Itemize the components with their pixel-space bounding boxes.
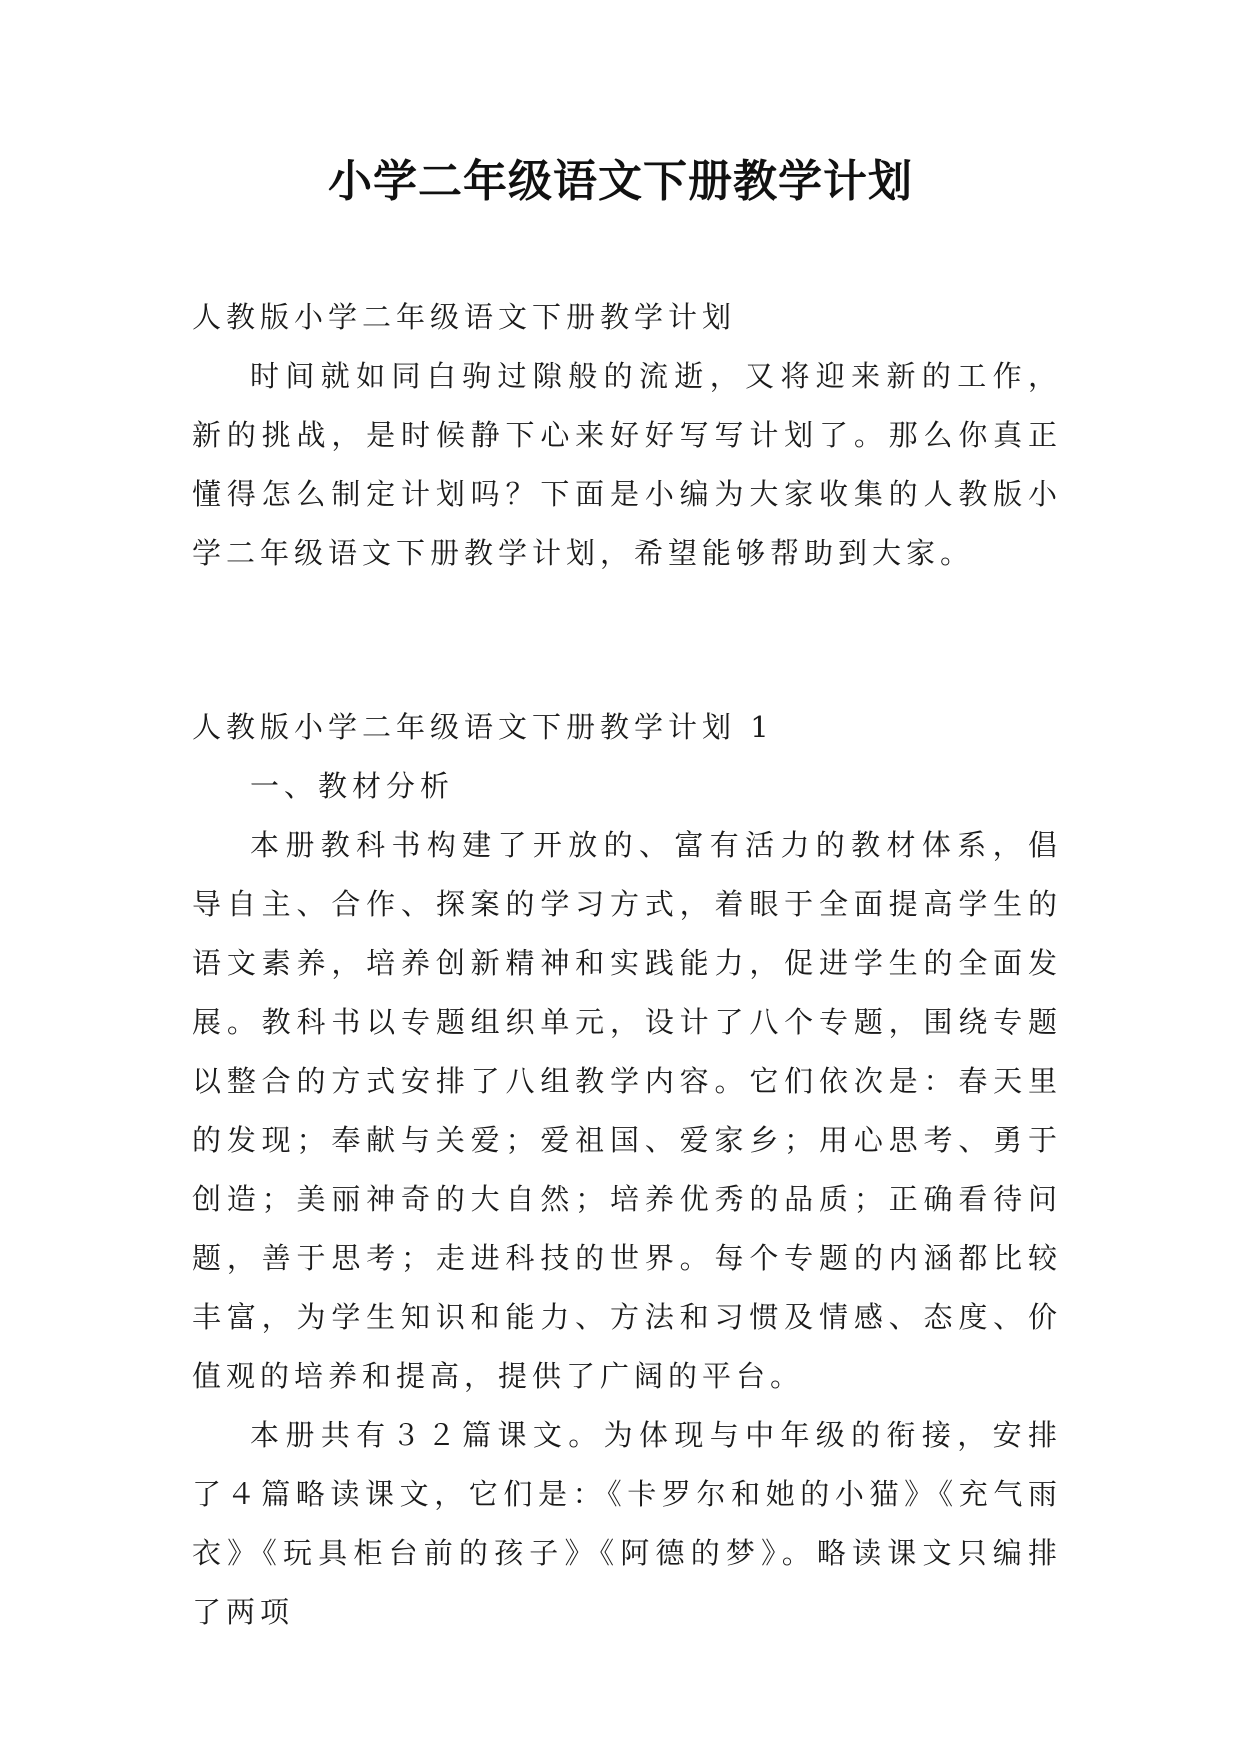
- intro-block: [192, 288, 1062, 583]
- section-heading: 人教版小学二年级语文下册教学计划 1: [192, 710, 774, 744]
- section-block: [192, 698, 1062, 1642]
- document-title: 小学二年级语文下册教学计划: [328, 156, 913, 207]
- subsection-heading: 一、教材分析: [250, 769, 455, 803]
- intro-paragraph: 时间就如同白驹过隙般的流逝，又将迎来新的工作，新的挑战，是时候静下心来好好写写计划了。那么你真正懂得怎么制定计划吗？下面是小编为大家收集的人教版小学二年级语文下册教学计划，希望能够帮助到大家。: [192, 359, 1062, 570]
- body-paragraph-1: 本册教科书构建了开放的、富有活力的教材体系，倡导自主、合作、探案的学习方式，着眼于全面提高学生的语文素养，培养创新精神和实践能力，促进学生的全面发展。教科书以专题组织单元，设计了八个专题，围绕专题以整合的方式安排了八组教学内容。它们依次是：春天里的发现；奉献与关爱；爱祖国、爱家乡；用心思考、勇于创造；美丽神奇的大自然；培养优秀的品质；正确看待问题，善于思考；走进科技的世界。每个专题的内涵都比较丰富，为学生知识和能力、方法和习惯及情感、态度、价值观的培养和提高，提供了广阔的平台。: [192, 828, 1062, 1393]
- body-paragraph-2: 本册共有３２篇课文。为体现与中年级的衔接，安排了４篇略读课文，它们是：《卡罗尔和她的小猫》《充气雨衣》《玩具柜台前的孩子》《阿德的梦》。略读课文只编排了两项: [192, 1418, 1062, 1629]
- intro-heading: 人教版小学二年级语文下册教学计划: [192, 300, 737, 334]
